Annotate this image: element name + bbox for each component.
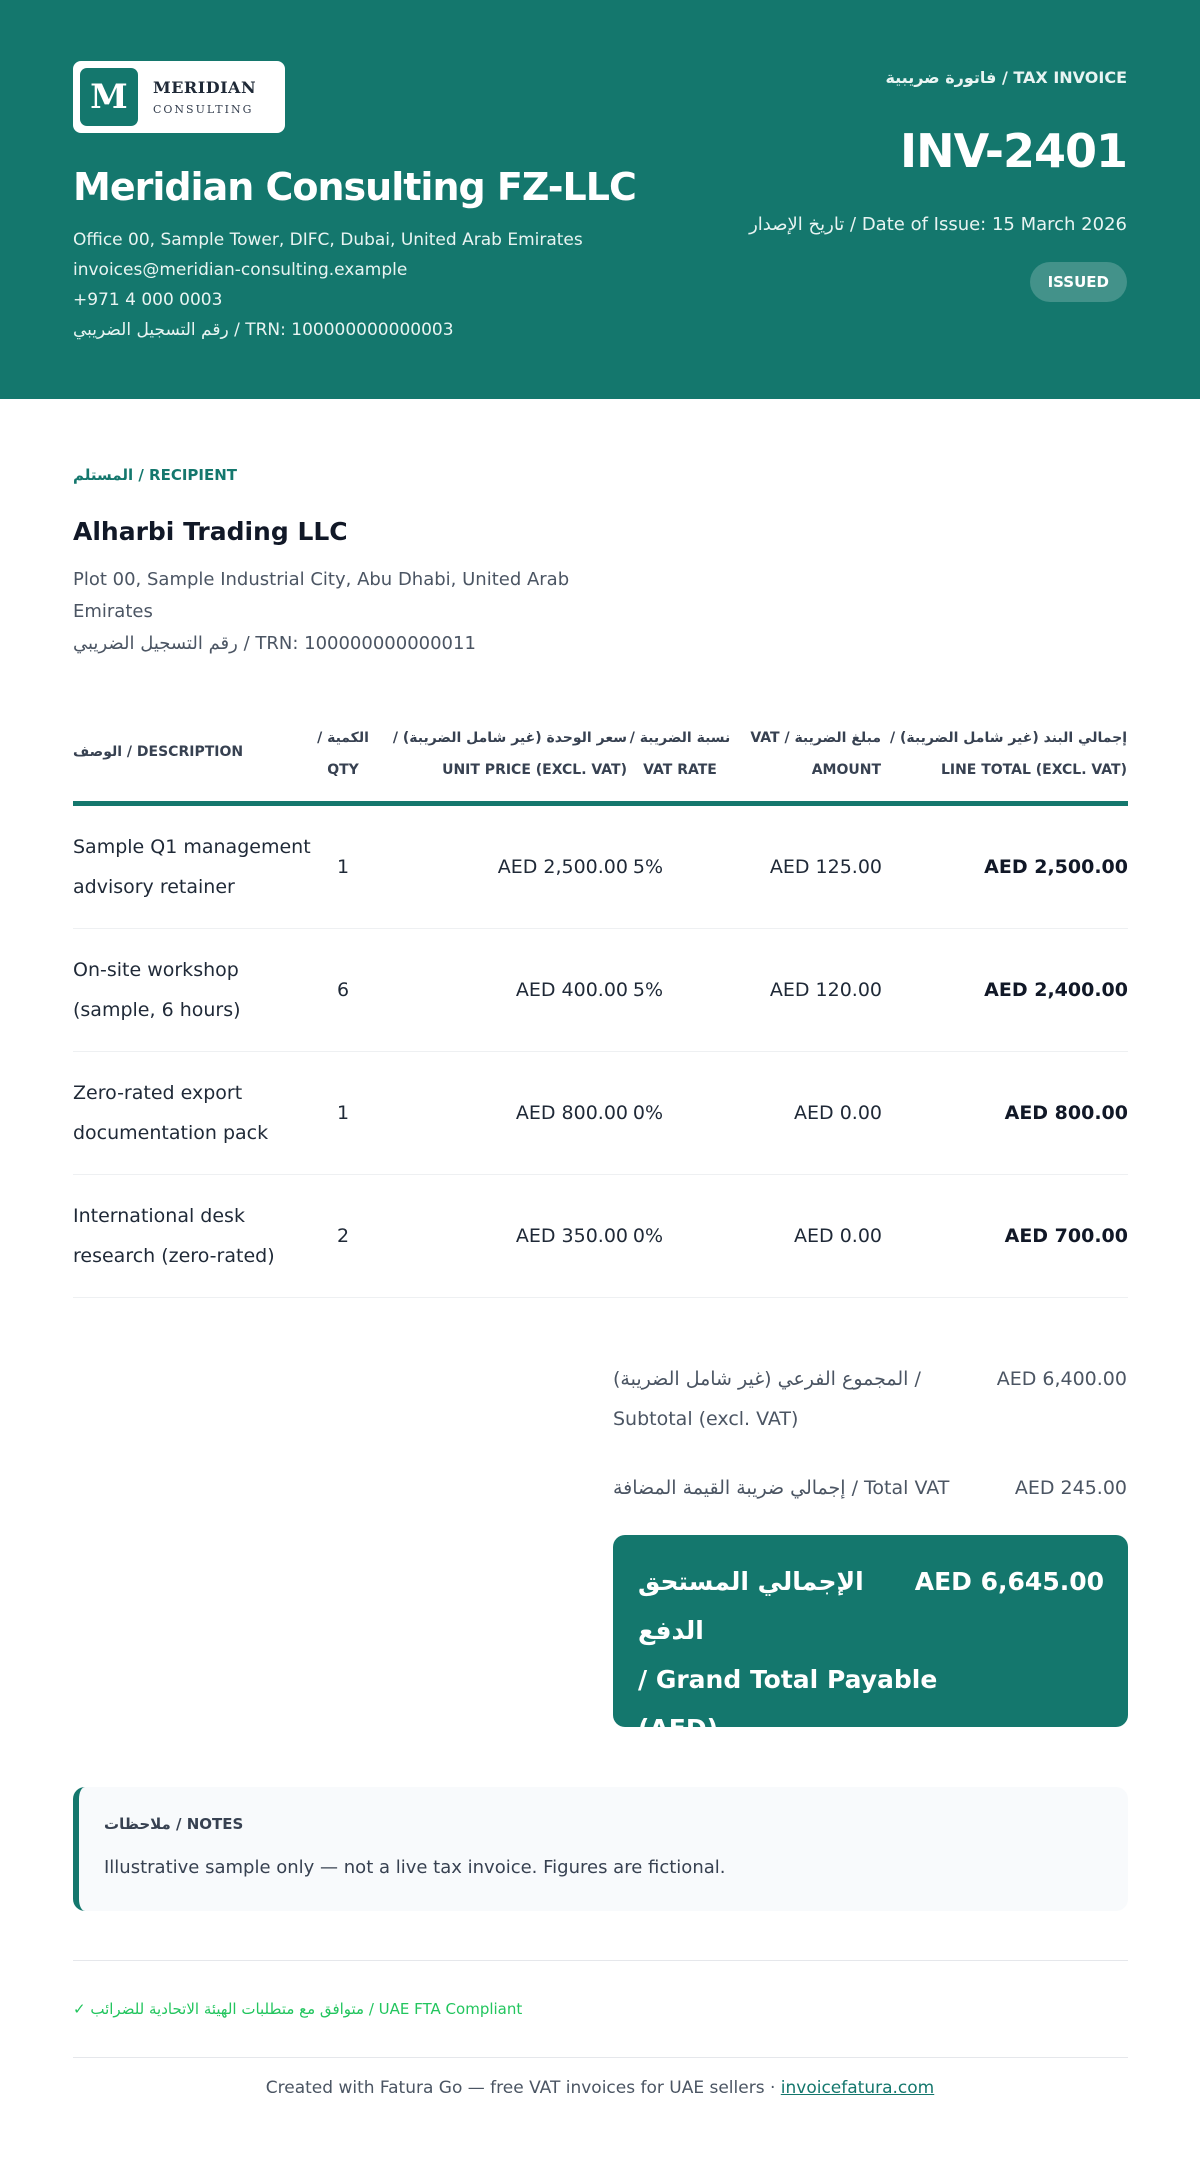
item-description: Zero-rated export documentation pack — [73, 1082, 269, 1144]
item-vat-amount: AED 125.00 — [769, 856, 882, 878]
item-qty: 6 — [336, 979, 350, 1001]
item-qty: 1 — [336, 856, 350, 878]
item-vat-rate: 0% — [632, 1225, 664, 1247]
item-unit-price: AED 350.00 — [515, 1225, 628, 1247]
item-unit-price: AED 800.00 — [515, 1102, 628, 1124]
company-logo — [73, 61, 285, 133]
item-line-total: AED 2,500.00 — [984, 856, 1128, 878]
table-row — [73, 806, 1128, 929]
item-vat-rate: 0% — [632, 1102, 664, 1124]
status-badge: ISSUED — [1030, 262, 1127, 302]
logo-mark: M — [80, 68, 138, 126]
col-header-vat-amount-ar: VAT / مبلغ الضريبة — [750, 730, 881, 746]
recipient-address-line1: Plot 00, Sample Industrial City, Abu Dhabi, United Arab — [73, 569, 570, 590]
notes-text: Illustrative sample only — not a live tax invoice. Figures are fictional. — [104, 1857, 726, 1878]
col-header-line-total-en: LINE TOTAL (EXCL. VAT) — [940, 762, 1127, 778]
notes-title: ملاحظات / NOTES — [104, 1815, 244, 1833]
total-vat-label: إجمالي ضريبة القيمة المضافة / Total VAT — [613, 1477, 950, 1499]
item-vat-rate: 5% — [632, 856, 664, 878]
issuer-phone: +971 4 000 0003 — [73, 290, 223, 310]
col-header-vat-rate — [628, 722, 732, 786]
compliance-badge: ✓ متوافق مع متطلبات الهيئة الاتحادية للضرائب / UAE FTA Compliant — [73, 2000, 523, 2018]
col-header-line-total — [890, 722, 1127, 786]
item-description: On-site workshop (sample, 6 hours) — [73, 959, 241, 1021]
recipient-name: Alharbi Trading LLC — [73, 517, 348, 546]
col-header-vat-amount-en: AMOUNT — [811, 762, 881, 778]
logo-subtitle: CONSULTING — [153, 103, 254, 116]
col-header-qty-ar: / الكمية — [317, 730, 369, 746]
issuer-email: invoices@meridian-consulting.example — [73, 260, 408, 280]
recipient-address-line2: Emirates — [73, 601, 153, 622]
recipient-label: المستلم / RECIPIENT — [73, 466, 238, 484]
subtotal-label-ar: المجموع الفرعي (غير شامل الضريبة) / — [613, 1368, 921, 1390]
divider — [73, 2057, 1128, 2058]
col-header-vat-rate-en: VAT RATE — [643, 762, 717, 778]
issuer-address: Office 00, Sample Tower, DIFC, Dubai, United Arab Emirates — [73, 230, 583, 250]
col-header-unit-price-ar: / سعر الوحدة (غير شامل الضريبة) — [392, 730, 627, 746]
issuer-trn: رقم التسجيل الضريبي / TRN: 100000000000003 — [73, 320, 454, 340]
issue-date: تاريخ الإصدار / Date of Issue: 15 March 2026 — [749, 214, 1127, 235]
issuer-name: Meridian Consulting FZ-LLC — [73, 165, 636, 209]
grand-total-label-en: / Grand Total Payable — [638, 1665, 938, 1694]
col-header-qty-en: QTY — [327, 762, 359, 778]
footer-text: Created with Fatura Go — free VAT invoices for UAE sellers · — [265, 2078, 781, 2098]
total-vat-value: AED 245.00 — [1014, 1477, 1127, 1499]
item-unit-price: AED 2,500.00 — [497, 856, 628, 878]
grand-total-label-ar: الإجمالي المستحق الدفع — [638, 1567, 864, 1645]
item-description: Sample Q1 management advisory retainer — [73, 836, 311, 898]
item-unit-price: AED 400.00 — [515, 979, 628, 1001]
divider — [73, 1960, 1128, 1961]
item-vat-amount: AED 0.00 — [794, 1102, 882, 1124]
col-header-description: الوصف / DESCRIPTION — [73, 744, 244, 760]
col-header-unit-price — [393, 722, 627, 786]
table-row — [73, 1175, 1128, 1298]
document-type: فاتورة ضريبية / TAX INVOICE — [885, 68, 1127, 87]
item-line-total: AED 800.00 — [1004, 1102, 1128, 1124]
subtotal-value: AED 6,400.00 — [996, 1368, 1127, 1390]
footer-link[interactable]: invoicefatura.com — [780, 2078, 935, 2098]
item-description: International desk research (zero-rated) — [73, 1205, 275, 1267]
notes-box — [73, 1787, 1128, 1911]
table-row — [73, 929, 1128, 1052]
footer — [0, 2078, 1200, 2098]
col-header-vat-rate-ar: / نسبة الضريبة — [629, 730, 731, 746]
table-row — [73, 1052, 1128, 1175]
item-vat-rate: 5% — [632, 979, 664, 1001]
logo-name: MERIDIAN — [153, 78, 257, 97]
col-header-qty — [313, 722, 373, 786]
subtotal-label-en: Subtotal (excl. VAT) — [613, 1408, 799, 1430]
item-qty: 2 — [336, 1225, 350, 1247]
grand-total-currency: (AED) — [638, 1714, 719, 1743]
invoice-header — [0, 0, 1200, 399]
subtotal-label — [613, 1359, 921, 1439]
item-line-total: AED 700.00 — [1004, 1225, 1128, 1247]
col-header-vat-amount — [750, 722, 881, 786]
recipient-trn: رقم التسجيل الضريبي / TRN: 100000000000011 — [73, 633, 476, 654]
grand-total-value: AED 6,645.00 — [914, 1567, 1104, 1596]
col-header-line-total-ar: / إجمالي البند (غير شامل الضريبة) — [889, 730, 1127, 746]
item-qty: 1 — [336, 1102, 350, 1124]
invoice-number: INV-2401 — [900, 124, 1127, 178]
item-vat-amount: AED 120.00 — [769, 979, 882, 1001]
item-line-total: AED 2,400.00 — [984, 979, 1128, 1001]
grand-total-label — [638, 1557, 938, 1753]
item-vat-amount: AED 0.00 — [794, 1225, 882, 1247]
grand-total-box — [613, 1535, 1128, 1743]
col-header-unit-price-en: UNIT PRICE (EXCL. VAT) — [442, 762, 627, 778]
